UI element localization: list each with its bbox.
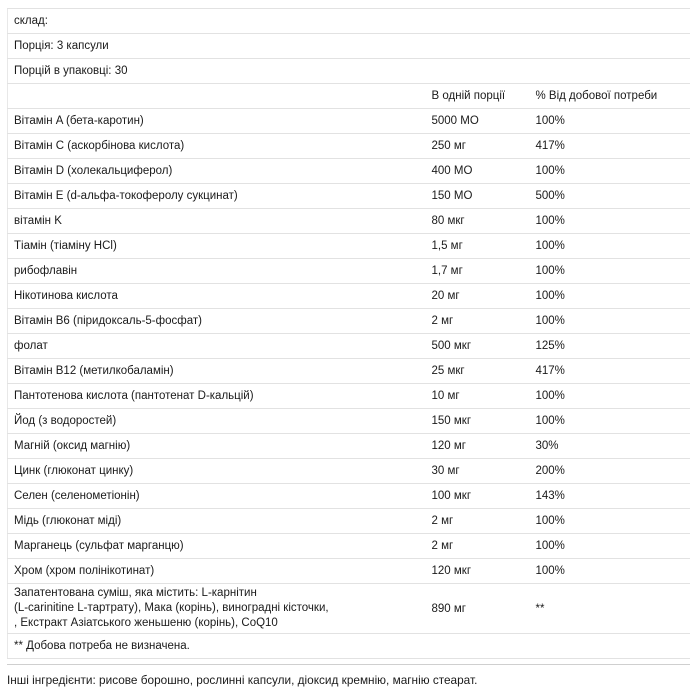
- nutrient-amount: 10 мг: [426, 384, 530, 409]
- nutrient-daily-value: 100%: [530, 509, 691, 534]
- nutrient-name: Марганець (сульфат марганцю): [8, 534, 426, 559]
- blend-line-1: Запатентована суміш, яка містить: L-карнітин: [14, 587, 257, 599]
- nutrient-name: Магній (оксид магнію): [8, 434, 426, 459]
- nutrient-amount: 400 МО: [426, 159, 530, 184]
- nutrient-row: [8, 209, 691, 234]
- nutrient-name: фолат: [8, 334, 426, 359]
- nutrient-amount: 20 мг: [426, 284, 530, 309]
- nutrient-amount: 100 мкг: [426, 484, 530, 509]
- nutrient-row: [8, 234, 691, 259]
- nutrient-daily-value: 100%: [530, 234, 691, 259]
- serving-size: Порція: 3 капсули: [8, 34, 691, 59]
- blend-line-2: (L-carinitine L-тартрату), Мака (корінь), виноградні кісточки,: [14, 602, 329, 614]
- nutrient-row: [8, 159, 691, 184]
- nutrient-daily-value: 417%: [530, 359, 691, 384]
- blend-name: [8, 584, 426, 634]
- nutrient-row: [8, 109, 691, 134]
- nutrient-name: Вітамін C (аскорбінова кислота): [8, 134, 426, 159]
- nutrient-amount: 5000 МО: [426, 109, 530, 134]
- nutrient-row: [8, 409, 691, 434]
- nutrient-daily-value: 125%: [530, 334, 691, 359]
- nutrient-name: Вітамін B12 (метилкобаламін): [8, 359, 426, 384]
- nutrient-daily-value: 143%: [530, 484, 691, 509]
- nutrient-row: [8, 359, 691, 384]
- nutrient-daily-value: 100%: [530, 409, 691, 434]
- nutrient-row: [8, 459, 691, 484]
- nutrient-amount: 80 мкг: [426, 209, 530, 234]
- nutrient-row: [8, 384, 691, 409]
- other-ingredients: Інші інгредієнти: рисове борошно, рослинні капсули, діоксид кремнію, магнію стеарат.: [7, 664, 690, 687]
- nutrient-amount: 1,7 мг: [426, 259, 530, 284]
- nutrient-amount: 1,5 мг: [426, 234, 530, 259]
- nutrient-name: Мідь (глюконат міді): [8, 509, 426, 534]
- nutrient-name: Цинк (глюконат цинку): [8, 459, 426, 484]
- nutrient-daily-value: 200%: [530, 459, 691, 484]
- nutrient-name: Хром (хром полінікотинат): [8, 559, 426, 584]
- nutrient-amount: 2 мг: [426, 509, 530, 534]
- nutrient-name: Йод (з водоростей): [8, 409, 426, 434]
- supplement-facts-table: [7, 8, 690, 659]
- nutrient-name: Селен (селенометіонін): [8, 484, 426, 509]
- nutrient-name: Нікотинова кислота: [8, 284, 426, 309]
- blend-amount: 890 мг: [426, 584, 530, 634]
- nutrient-name: рибофлавін: [8, 259, 426, 284]
- nutrient-amount: 25 мкг: [426, 359, 530, 384]
- nutrient-daily-value: 100%: [530, 209, 691, 234]
- nutrient-name: Тіамін (тіаміну HCl): [8, 234, 426, 259]
- nutrient-amount: 2 мг: [426, 534, 530, 559]
- nutrient-row: [8, 309, 691, 334]
- nutrient-row: [8, 184, 691, 209]
- composition-row: [8, 9, 691, 34]
- nutrient-amount: 2 мг: [426, 309, 530, 334]
- nutrient-amount: 120 мкг: [426, 559, 530, 584]
- nutrient-daily-value: 100%: [530, 309, 691, 334]
- nutrient-row: [8, 434, 691, 459]
- nutrient-daily-value: 417%: [530, 134, 691, 159]
- nutrient-amount: 30 мг: [426, 459, 530, 484]
- nutrient-daily-value: 100%: [530, 259, 691, 284]
- nutrient-name: Вітамін A (бета-каротин): [8, 109, 426, 134]
- nutrient-daily-value: 500%: [530, 184, 691, 209]
- composition-label: склад:: [8, 9, 691, 34]
- daily-value-footnote: ** Добова потреба не визначена.: [8, 634, 691, 659]
- nutrient-name: Вітамін D (холекальциферол): [8, 159, 426, 184]
- nutrient-amount: 500 мкг: [426, 334, 530, 359]
- servings-per-container-row: [8, 59, 691, 84]
- footnote-row: [8, 634, 691, 659]
- nutrient-row: [8, 134, 691, 159]
- nutrient-amount: 150 МО: [426, 184, 530, 209]
- nutrient-row: [8, 284, 691, 309]
- nutrient-daily-value: 100%: [530, 159, 691, 184]
- nutrient-row: [8, 259, 691, 284]
- nutrient-name: Вітамін E (d-альфа-токоферолу сукцинат): [8, 184, 426, 209]
- nutrient-row: [8, 484, 691, 509]
- nutrient-daily-value: 100%: [530, 534, 691, 559]
- serving-size-row: [8, 34, 691, 59]
- nutrient-row: [8, 559, 691, 584]
- nutrient-row: [8, 509, 691, 534]
- nutrient-amount: 250 мг: [426, 134, 530, 159]
- blend-line-3: , Екстракт Азіатського женьшеню (корінь), CoQ10: [14, 617, 278, 629]
- nutrient-daily-value: 100%: [530, 384, 691, 409]
- nutrient-daily-value: 100%: [530, 284, 691, 309]
- nutrient-daily-value: 30%: [530, 434, 691, 459]
- nutrient-amount: 150 мкг: [426, 409, 530, 434]
- column-header-amount: В одній порції: [426, 84, 530, 109]
- column-header-daily-value: % Від добової потреби: [530, 84, 691, 109]
- nutrient-row: [8, 334, 691, 359]
- nutrient-daily-value: 100%: [530, 559, 691, 584]
- nutrient-name: вітамін K: [8, 209, 426, 234]
- supplement-facts-panel: [7, 8, 690, 659]
- proprietary-blend-row: [8, 584, 691, 634]
- nutrient-amount: 120 мг: [426, 434, 530, 459]
- blend-daily-value: **: [530, 584, 691, 634]
- servings-per-container: Порцій в упаковці: 30: [8, 59, 691, 84]
- column-header-nutrient: [8, 84, 426, 109]
- nutrient-name: Вітамін B6 (піридоксаль-5-фосфат): [8, 309, 426, 334]
- column-header-row: [8, 84, 691, 109]
- nutrient-row: [8, 534, 691, 559]
- nutrient-name: Пантотенова кислота (пантотенат D-кальцій): [8, 384, 426, 409]
- nutrient-daily-value: 100%: [530, 109, 691, 134]
